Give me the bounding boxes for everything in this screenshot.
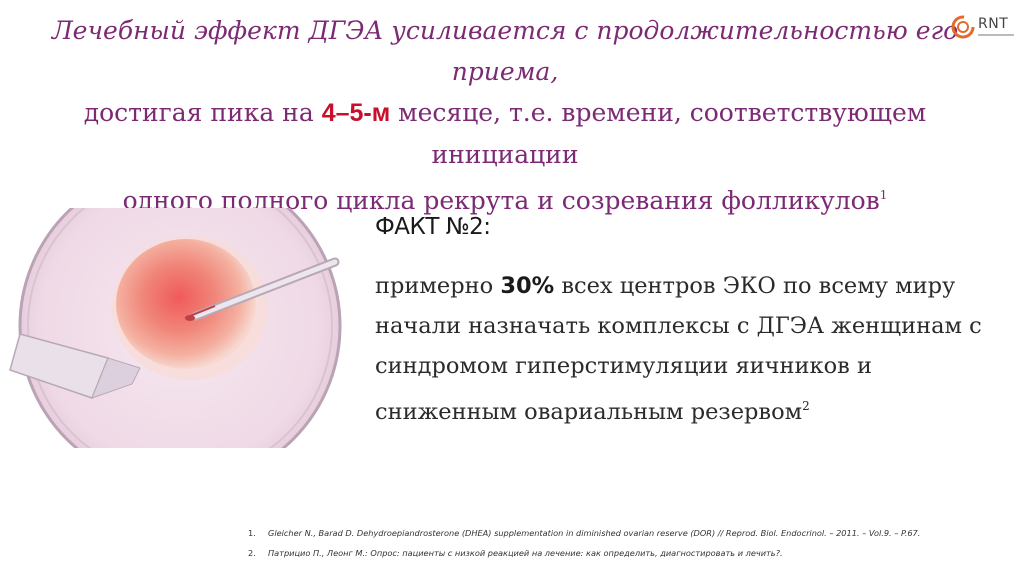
reference-number: 2. [248,548,256,558]
fact-text-post: всех центров ЭКО по всему миру начали назначать комплексы с ДГЭА женщинам с синдромом гиперстимуляции яичников и сниженным овариальным резервом [375,273,982,425]
logo-underline [978,34,1014,36]
references-list [248,528,1008,568]
title-line-2-pre: достигая пика на [83,98,322,127]
title-line-3-text: одного полного цикла рекрута и созревания фолликулов [122,186,880,215]
logo-text: RNT [978,16,1009,32]
reference-item [248,548,1008,558]
title-highlight: 4–5-м [321,99,391,127]
slide-title [40,10,970,221]
company-logo [950,12,1020,42]
title-line-2-post: месяце, т.е. времени, соответствующем инициации [390,98,927,169]
reference-text: Патрицио П., Леонг М.: Опрос: пациенты с низкой реакцией на лечение: как определить, диагностировать и лечить?. [268,548,783,558]
fact-body [375,266,1015,432]
ivf-petri-dish-illustration [0,208,350,448]
reference-number: 1. [248,528,256,538]
fact-percent: 30% [500,273,555,299]
title-line-2 [40,92,970,175]
reference-item [248,528,1008,538]
title-footnote-ref: 1 [879,188,888,202]
fact-text-pre: примерно [375,273,501,299]
fact-heading: ФАКТ №2: [375,214,491,240]
fact-footnote-ref: 2 [802,399,810,413]
logo-ring-icon [950,14,976,40]
title-line-1: Лечебный эффект ДГЭА усиливается с продолжительностью его приема, [51,16,959,86]
reference-text: Gleicher N., Barad D. Dehydroepiandrosterone (DHEA) supplementation in diminished ovarian reserve (DOR) // Reprod. Biol. Endocrinol. – 2011. – Vol.9. – P.67. [268,528,921,538]
